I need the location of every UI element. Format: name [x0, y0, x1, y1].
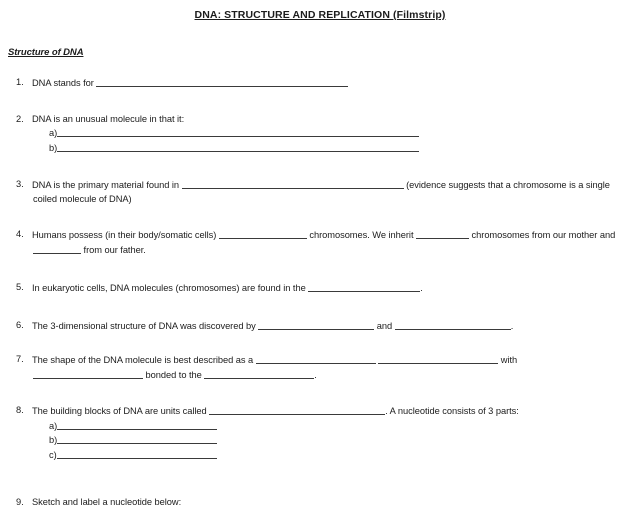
- question-number-7: 7.: [16, 354, 24, 364]
- question-item-5: [0, 281, 640, 296]
- question-4-line2: [32, 243, 640, 258]
- answer-blank-8a[interactable]: [57, 419, 217, 430]
- answer-blank-7c[interactable]: [33, 368, 143, 379]
- question-2-sub-b: [32, 141, 640, 156]
- page-title: DNA: STRUCTURE AND REPLICATION (Filmstrip): [194, 9, 446, 21]
- question-item-1: [0, 76, 640, 91]
- answer-blank-8b[interactable]: [57, 433, 217, 444]
- question-8-seg2: . A nucleotide consists of 3 parts:: [385, 406, 519, 416]
- question-text-7: [32, 353, 640, 368]
- question-text-2: DNA is an unusual molecule in that it:: [32, 113, 185, 124]
- answer-blank-5a[interactable]: [308, 281, 420, 292]
- answer-blank-7b[interactable]: [378, 353, 498, 364]
- question-text-6: [32, 319, 640, 334]
- question-text-9: Sketch and label a nucleotide below:: [32, 497, 182, 507]
- question-text-4: [32, 228, 640, 243]
- answer-blank-8c[interactable]: [57, 448, 217, 459]
- question-text-5: [32, 281, 640, 296]
- sub-label-2b: b): [49, 142, 58, 153]
- question-7-seg3: with: [498, 355, 518, 365]
- question-4-seg2: chromosomes. We inherit: [306, 230, 417, 240]
- question-5-seg2: .: [420, 283, 423, 293]
- section-heading: Structure of DNA: [8, 47, 84, 58]
- question-number-5: 5.: [16, 282, 24, 292]
- question-8-sub-c: [32, 448, 640, 463]
- question-4-seg3: chromosomes from our mother and: [469, 230, 616, 240]
- answer-blank-2b[interactable]: [57, 141, 419, 152]
- question-item-7: [0, 353, 640, 382]
- answer-blank-2a[interactable]: [57, 126, 419, 137]
- answer-blank-4b[interactable]: [416, 228, 469, 239]
- question-3-line2: coiled molecule of DNA): [33, 193, 132, 204]
- answer-blank-3a[interactable]: [182, 178, 404, 189]
- question-item-6: [0, 319, 640, 334]
- question-7-line2-seg1: bonded to the: [143, 369, 205, 380]
- question-4-seg1: Humans possess (in their body/somatic cells): [32, 230, 219, 240]
- answer-blank-7a[interactable]: [256, 353, 376, 364]
- question-3-suffix: (evidence suggests that a chromosome is a single: [403, 180, 610, 190]
- answer-blank-6b[interactable]: [395, 319, 511, 330]
- question-number-6: 6.: [16, 319, 24, 330]
- question-item-2: [0, 113, 640, 156]
- question-8-sub-a: [32, 419, 640, 434]
- sub-label-8c: c): [49, 449, 57, 460]
- question-text-3: [32, 178, 640, 193]
- question-2-sub-a: [32, 126, 640, 141]
- question-text-8: [32, 404, 640, 419]
- question-number-8: 8.: [16, 405, 24, 415]
- question-6-seg1: The 3-dimensional structure of DNA was discovered by: [32, 320, 259, 331]
- question-7-seg1: The shape of the DNA molecule is best described as a: [32, 355, 256, 365]
- answer-blank-8-main[interactable]: [209, 404, 385, 415]
- answer-blank-7d[interactable]: [204, 368, 314, 379]
- question-number-4: 4.: [16, 229, 24, 239]
- question-8-sub-b: [32, 433, 640, 448]
- question-5-seg1: In eukaryotic cells, DNA molecules (chromosomes) are found in the: [32, 283, 309, 293]
- question-8-seg1: The building blocks of DNA are units called: [32, 406, 210, 416]
- sub-label-2a: a): [49, 128, 58, 138]
- question-3-prompt: DNA is the primary material found in: [32, 180, 182, 190]
- sub-label-8a: a): [49, 420, 58, 431]
- question-list: [0, 76, 640, 510]
- question-number-3: 3.: [16, 179, 24, 189]
- question-number-1: 1.: [16, 77, 24, 87]
- answer-blank-4c[interactable]: [33, 243, 81, 254]
- answer-blank-6a[interactable]: [258, 319, 374, 330]
- question-item-9: [0, 496, 640, 510]
- question-text-1: [32, 76, 640, 91]
- answer-blank-4a[interactable]: [219, 228, 307, 239]
- question-7-line2: [32, 368, 640, 383]
- question-number-2: 2.: [16, 113, 24, 124]
- question-6-seg2: and: [374, 320, 395, 331]
- question-number-9: 9.: [16, 497, 24, 507]
- question-1-prompt: DNA stands for: [32, 78, 97, 88]
- answer-blank-1a[interactable]: [96, 76, 348, 87]
- question-item-4: [0, 228, 640, 257]
- question-6-seg3: .: [510, 320, 514, 331]
- question-7-line2-seg2: .: [314, 369, 317, 380]
- sub-label-8b: b): [49, 435, 58, 445]
- question-4-line2-suffix: from our father.: [81, 244, 146, 255]
- question-item-8: [0, 404, 640, 462]
- question-item-3: [0, 178, 640, 206]
